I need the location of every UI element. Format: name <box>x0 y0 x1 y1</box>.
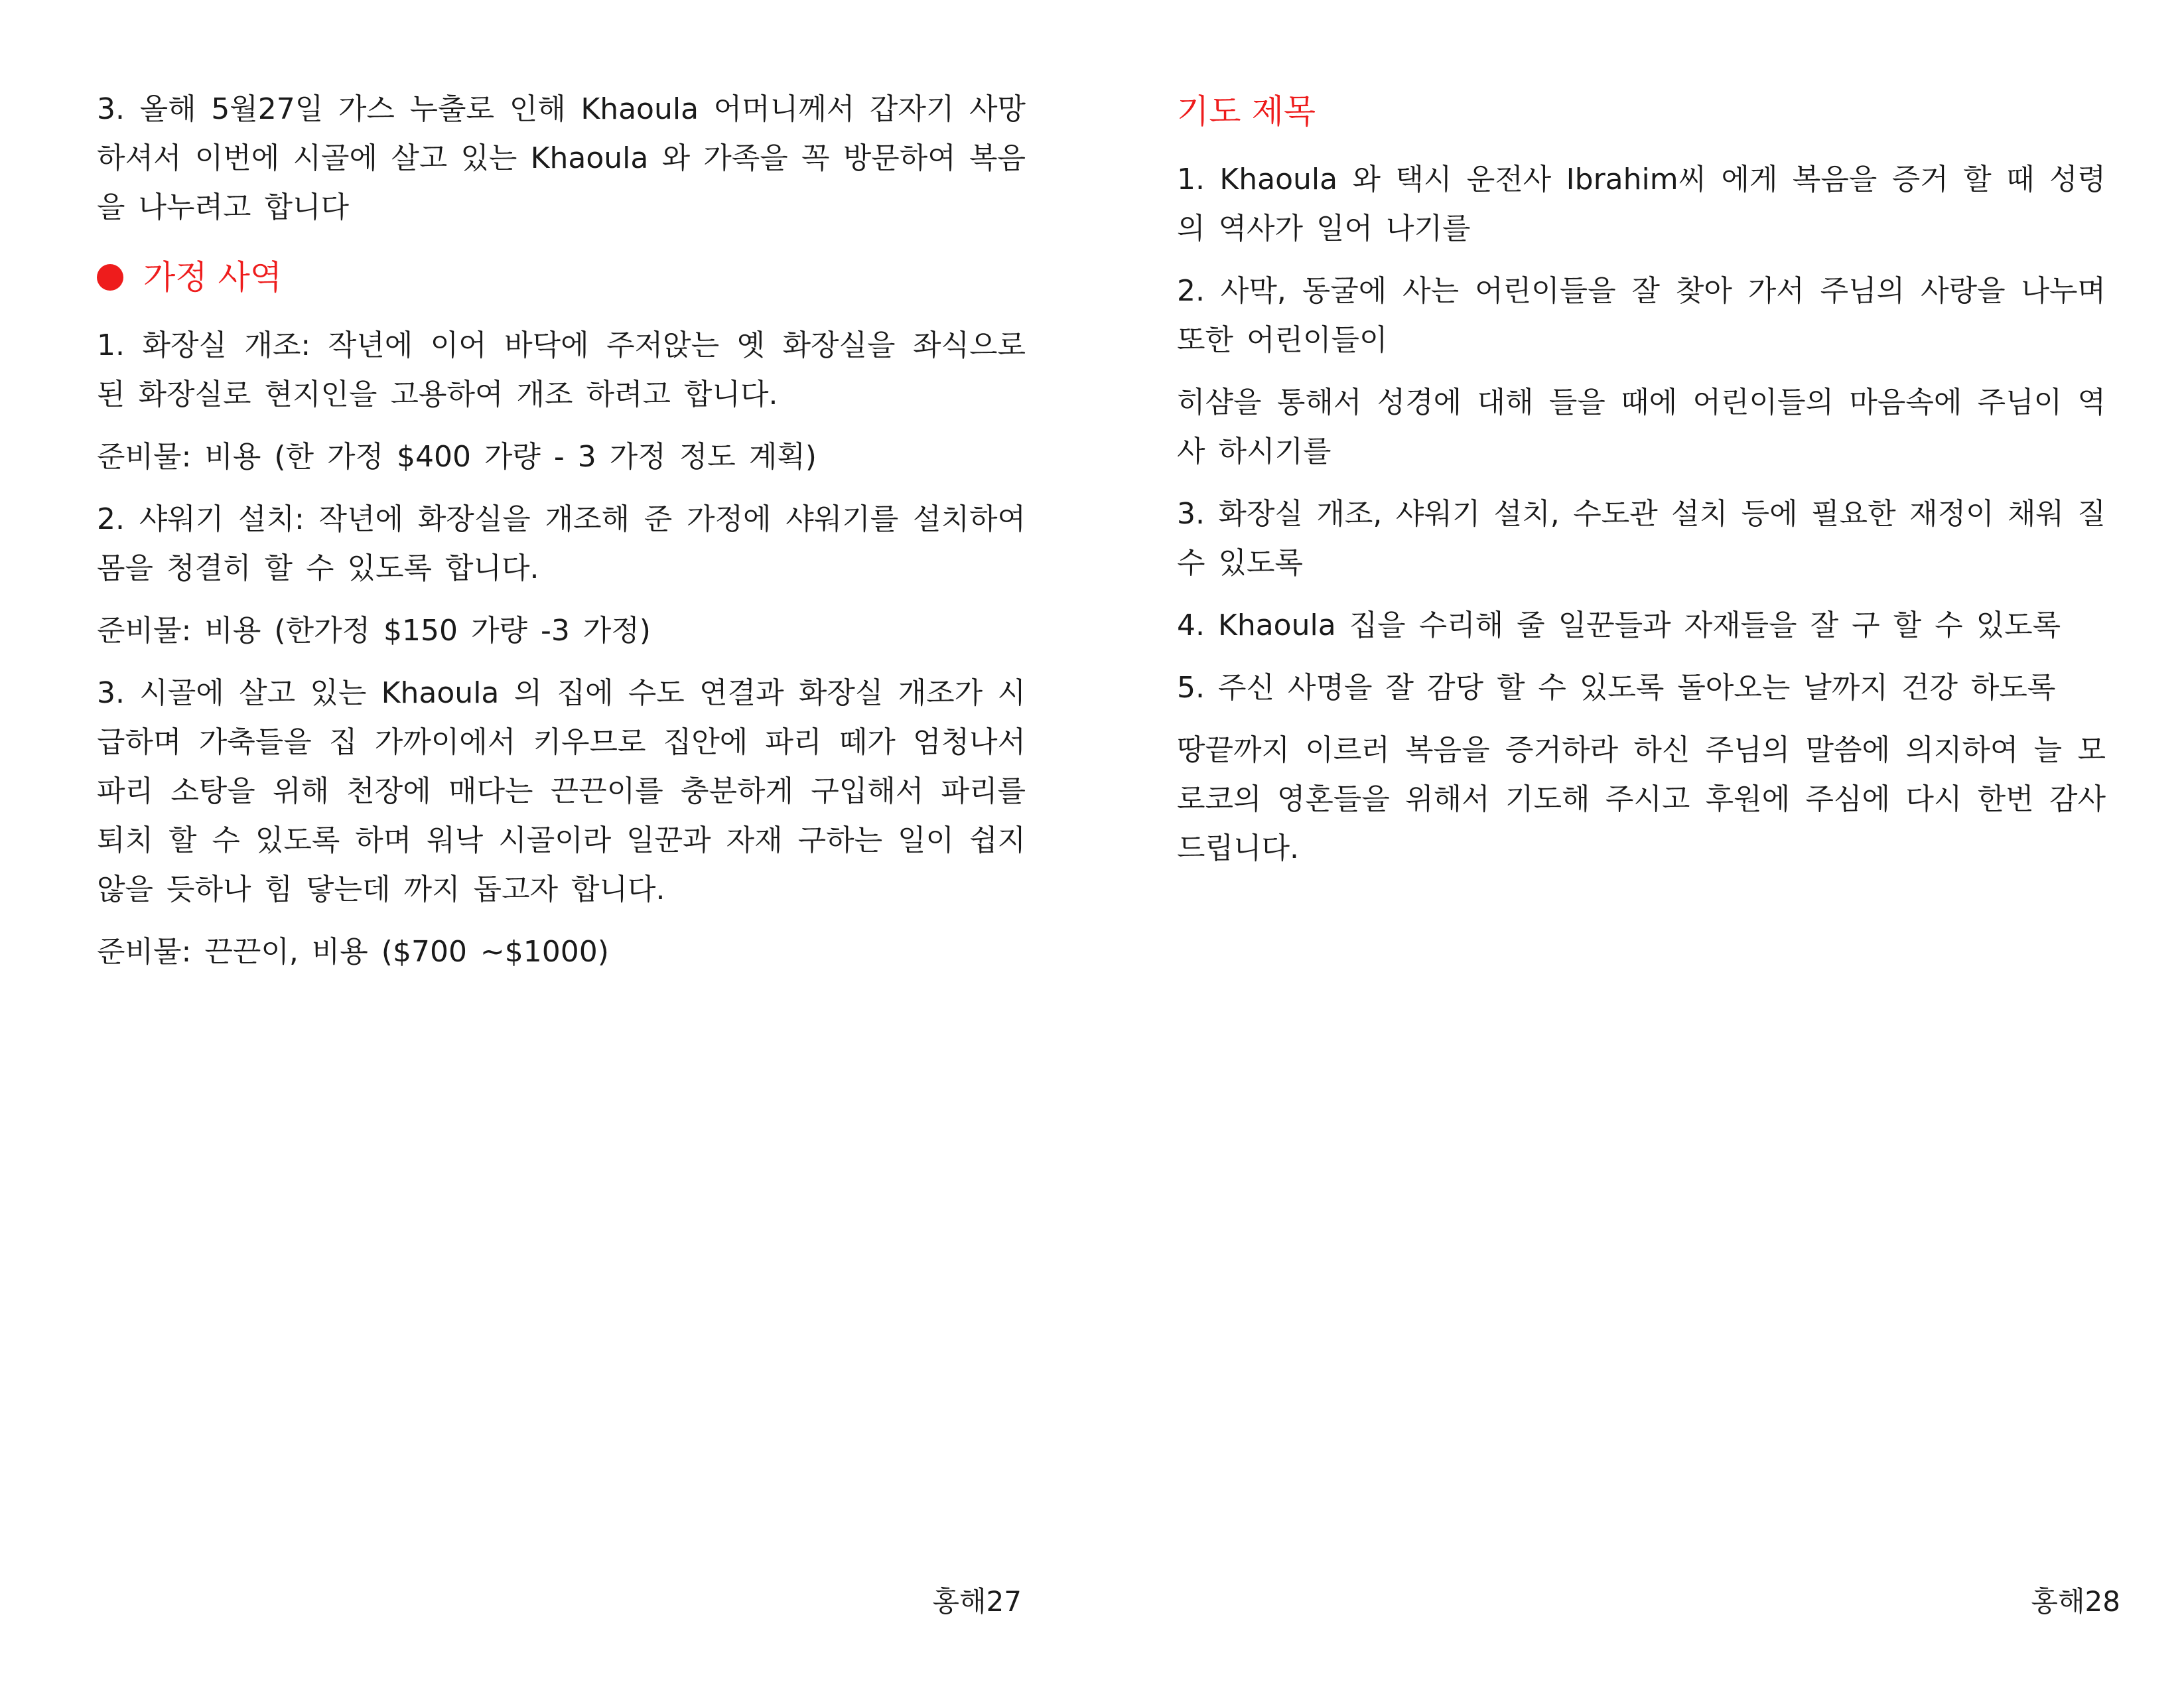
page-number-right: 홍해28 <box>2031 1585 2120 1618</box>
page-number-left: 홍해27 <box>932 1585 1022 1618</box>
prayer-item-3: 3. 화장실 개조, 샤워기 설치, 수도관 설치 등에 필요한 재정이 채워 질 수 있도록 <box>1177 497 2106 580</box>
toilet-renovation-paragraph: 1. 화장실 개조: 작년에 이어 바닥에 주저앉는 옛 화장실을 좌식으로 된 화장실로 현지인을 고용하여 개조 하려고 합니다. <box>97 328 1026 411</box>
left-column <box>97 85 1026 990</box>
prayer-item-1: 1. Khaoula 와 택시 운전사 Ibrahim씨 에게 복음을 증거 할 때 성령의 역사가 일어 나기를 <box>1177 163 2106 246</box>
shower-supplies-paragraph: 준비물: 비용 (한가정 $150 가량 -3 가정) <box>97 614 651 648</box>
prayer-item-2-continued: 히샴을 통해서 성경에 대해 들을 때에 어린이들의 마음속에 주님이 역사 하시기를 <box>1177 386 2106 468</box>
prayer-item-2: 2. 사막, 동굴에 사는 어린이들을 잘 찾아 가서 주님의 사랑을 나누며 또한 어린이들이 <box>1177 274 2106 357</box>
visit-plan-paragraph: 3. 올해 5월27일 가스 누출로 인해 Khaoula 어머니께서 갑자기 사망하셔서 이번에 시골에 살고 있는 Khaoula 와 가족을 꼭 방문하여 복음을 나누려고 합니다 <box>97 92 1026 224</box>
village-house-paragraph: 3. 시골에 살고 있는 Khaoula 의 집에 수도 연결과 화장실 개조가 시급하며 가축들을 집 가까이에서 키우므로 집안에 파리 떼가 엄청나서 파리 소탕을 위해 천장에 매다는 끈끈이를 충분하게 구입해서 파리를 퇴치 할 수 있도록 하며 워낙 시골이라 일꾼과 자재 구하는 일이 쉽지 않을 듯하나 힘 닿는데 까지 돕고자 합니다. <box>97 676 1026 906</box>
village-supplies-paragraph: 준비물: 끈끈이, 비용 ($700 ~$1000) <box>97 935 609 969</box>
prayer-item-4: 4. Khaoula 집을 수리해 줄 일꾼들과 자재들을 잘 구 할 수 있도록 <box>1177 608 2061 642</box>
right-page <box>1092 0 2184 1692</box>
toilet-supplies-paragraph: 준비물: 비용 (한 가정 $400 가량 - 3 가정 정도 계획) <box>97 440 817 474</box>
section-heading-prayer <box>1177 85 2106 138</box>
red-circle-bullet-icon <box>97 264 123 291</box>
right-column <box>1177 85 2106 886</box>
closing-thanks-paragraph: 땅끝까지 이르러 복음을 증거하라 하신 주님의 말씀에 의지하여 늘 모로코의 영혼들을 위해서 기도해 주시고 후원에 주심에 다시 한번 감사드립니다. <box>1177 733 2106 865</box>
shower-install-paragraph: 2. 샤워기 설치: 작년에 화장실을 개조해 준 가정에 샤워기를 설치하여 몸을 청결히 할 수 있도록 합니다. <box>97 502 1026 585</box>
prayer-item-5: 5. 주신 사명을 잘 감당 할 수 있도록 돌아오는 날까지 건강 하도록 <box>1177 671 2056 705</box>
section-heading-family-ministry <box>97 251 1026 304</box>
section-heading-label: 기도 제목 <box>1177 92 1316 131</box>
section-heading-label: 가정 사역 <box>143 258 283 297</box>
